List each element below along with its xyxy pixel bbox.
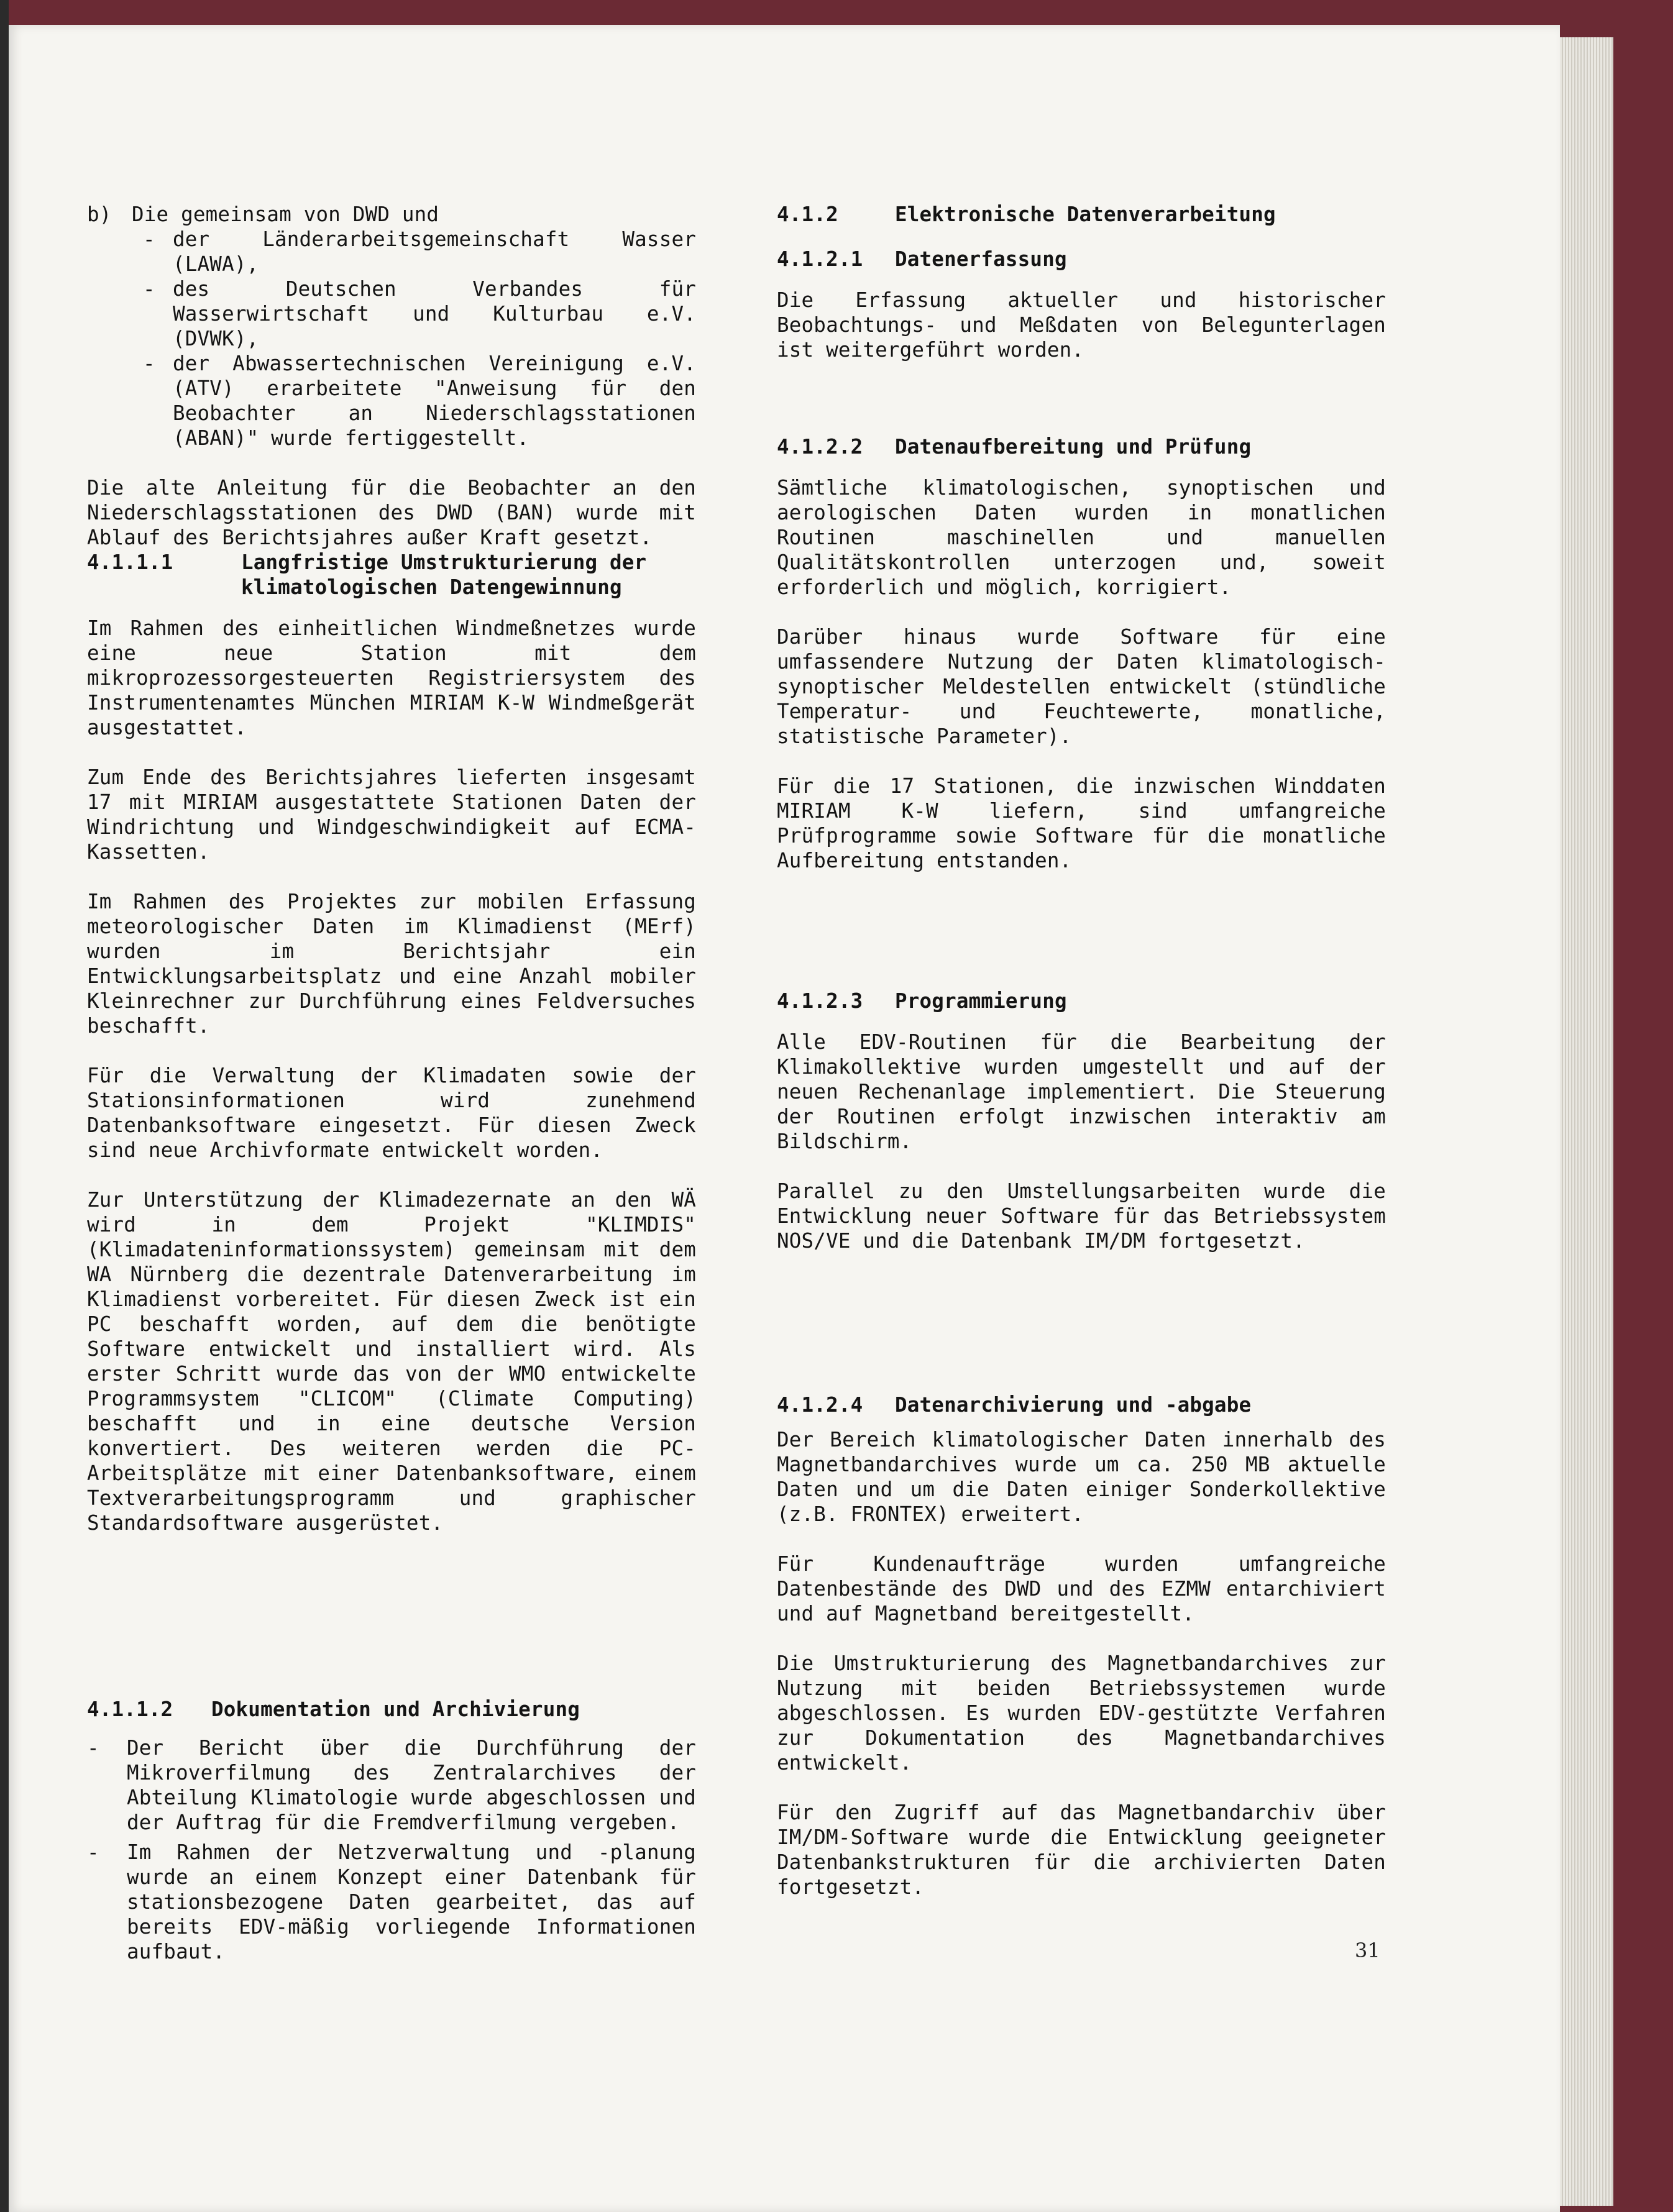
heading-4-1-2-4	[777, 1392, 1386, 1417]
bullet-list	[87, 1735, 696, 1964]
item-b-intro: Die gemeinsam von DWD und	[132, 203, 439, 226]
heading-title: Datenaufbereitung und Prüfung	[895, 435, 1252, 459]
paragraph: Für die Verwaltung der Klimadaten sowie der Stationsinformationen wird zunehmend Datenbanksoftware eingesetzt. Für diesen Zweck sind neue Archivformate entwickelt worden.	[87, 1064, 696, 1162]
list-item: - der Abwassertechnischen Vereinigung e.V. (ATV) erarbeitete "Anweisung für den Beobachter an Niederschlagsstationen (ABAN)" wurde fertiggestellt.	[143, 352, 696, 450]
heading-number: 4.1.2.4	[777, 1393, 863, 1417]
heading-title: Langfristige Umstrukturierung der klimatologischen Datengewinnung	[241, 551, 647, 599]
page-edges	[1560, 37, 1613, 2206]
paragraph: Sämtliche klimatologischen, synoptischen und aerologischen Daten wurden in monatlichen Routinen maschinellen und manuellen Qualitätskontrollen unterzogen und, soweit erforderlich und möglich, korrigiert.	[777, 476, 1386, 599]
heading-4-1-2-2	[777, 434, 1386, 459]
paragraph: Für den Zugriff auf das Magnetbandarchiv über IM/DM-Software wurde die Entwicklung geeigneter Datenbankstrukturen für die archivierten Daten fortgesetzt.	[777, 1801, 1386, 1899]
list-item: - des Deutschen Verbandes für Wasserwirtschaft und Kulturbau e.V. (DVWK),	[143, 277, 696, 350]
item-b-label: b)	[87, 203, 112, 226]
paragraph: Alle EDV-Routinen für die Bearbeitung der Klimakollektive wurden umgestellt und auf der neuen Rechenanlage implementiert. Die Steuerung der Routinen erfolgt inzwischen interaktiv am Bildschirm.	[777, 1030, 1386, 1153]
heading-title: Datenarchivierung und -abgabe	[895, 1393, 1252, 1417]
right-column	[777, 202, 1386, 1899]
paragraph: Für die 17 Stationen, die inzwischen Winddaten MIRIAM K-W liefern, sind umfangreiche Prüfprogramme sowie Software für die monatliche Aufbereitung entstanden.	[777, 774, 1386, 872]
paragraph: Darüber hinaus wurde Software für eine umfassendere Nutzung der Daten klimatologisch-synoptischer Meldestellen entwickelt (stündliche Temperatur- und Feuchtewerte, monatliche, statistische Parameter).	[777, 625, 1386, 748]
paragraph: Im Rahmen des einheitlichen Windmeßnetzes wurde eine neue Station mit dem mikroprozessorgesteuerten Registriersystem des Instrumentenamtes München MIRIAM K-W Windmeßgerät ausgestattet.	[87, 616, 696, 739]
list-item: - der Länderarbeitsgemeinschaft Wasser (LAWA),	[143, 227, 696, 276]
paragraph: Für Kundenaufträge wurden umfangreiche Datenbestände des DWD und des EZMW entarchiviert und auf Magnetband bereitgestellt.	[777, 1552, 1386, 1625]
heading-title: Dokumentation und Archivierung	[211, 1698, 580, 1721]
heading-number: 4.1.2.1	[777, 247, 863, 271]
heading-title: Elektronische Datenverarbeitung	[895, 203, 1276, 226]
paragraph: Die Erfassung aktueller und historischer Beobachtungs- und Meßdaten von Belegunterlagen ist weitergeführt worden.	[777, 288, 1386, 362]
book-cover-edge	[1613, 12, 1673, 2212]
paragraph: Der Bereich klimatologischer Daten innerhalb des Magnetbandarchives wurde um ca. 250 MB aktuelle Daten und um die Daten einiger Sonderkollektive (z.B. FRONTEX) erweitert.	[777, 1428, 1386, 1526]
list-item: - Der Bericht über die Durchführung der Mikroverfilmung des Zentralarchives der Abteilung Klimatologie wurde abgeschlossen und der Auftrag für die Fremdverfilmung vergeben.	[87, 1736, 696, 1834]
heading-number: 4.1.2.3	[777, 989, 863, 1013]
heading-number: 4.1.1.1	[87, 551, 173, 574]
heading-title: Datenerfassung	[895, 247, 1067, 271]
list-item: - Im Rahmen der Netzverwaltung und -planung wurde an einem Konzept einer Datenbank für stationsbezogene Daten gearbeitet, das auf bereits EDV-mäßig vorliegende Informationen aufbaut.	[87, 1840, 696, 1963]
heading-4-1-2	[777, 202, 1386, 227]
heading-4-1-2-1	[777, 247, 1386, 272]
book-spine	[0, 0, 9, 2212]
paragraph: Die Umstrukturierung des Magnetbandarchives zur Nutzung mit beiden Betriebssystemen wurde abgeschlossen. Es wurden EDV-gestützte Verfahren zur Dokumentation des Magnetbandarchives entwickelt.	[777, 1652, 1386, 1775]
paragraph: Zur Unterstützung der Klimadezernate an den WÄ wird in dem Projekt "KLIMDIS" (Klimadateninformationssystem) gemeinsam mit dem WA Nürnberg die dezentrale Datenverarbeitung im Klimadienst vorbereitet. Für diesen Zweck ist ein PC beschafft worden, auf dem die benötigte Software entwickelt und installiert wird. Als erster Schritt wurde das von der WMO entwickelte Programmsystem "CLICOM" (Climate Computing) beschafft und in eine deutsche Version konvertiert. Des weiteren werden die PC-Arbeitsplätze mit einer Datenbanksoftware, einem Textverarbeitungsprogramm und graphischer Standardsoftware ausgerüstet.	[87, 1188, 696, 1535]
paragraph-anleitung: Die alte Anleitung für die Beobachter an den Niederschlagsstationen des DWD (BAN) wurde mit Ablauf des Berichtsjahres außer Kraft gesetzt.	[87, 476, 696, 549]
item-b-list	[143, 227, 696, 450]
item-b	[87, 202, 696, 227]
heading-4-1-1-2	[87, 1697, 696, 1722]
paragraph: Im Rahmen des Projektes zur mobilen Erfassung meteorologischer Daten im Klimadienst (MErf) wurden im Berichtsjahr ein Entwicklungsarbeitsplatz und eine Anzahl mobiler Kleinrechner zur Durchführung eines Feldversuches beschafft.	[87, 890, 696, 1038]
heading-number: 4.1.2.2	[777, 435, 863, 459]
heading-4-1-1-1	[87, 550, 696, 600]
heading-4-1-2-3	[777, 989, 1386, 1013]
heading-number: 4.1.2	[777, 203, 838, 226]
left-column	[87, 202, 696, 1969]
heading-title: Programmierung	[895, 989, 1067, 1013]
page-number: 31	[1355, 1939, 1380, 1962]
paragraph: Parallel zu den Umstellungsarbeiten wurde die Entwicklung neuer Software für das Betriebssystem NOS/VE und die Datenbank IM/DM fortgesetzt.	[777, 1179, 1386, 1253]
paragraph: Zum Ende des Berichtsjahres lieferten insgesamt 17 mit MIRIAM ausgestattete Stationen Daten der Windrichtung und Windgeschwindigkeit auf ECMA-Kassetten.	[87, 766, 696, 864]
heading-number: 4.1.1.2	[87, 1698, 173, 1721]
